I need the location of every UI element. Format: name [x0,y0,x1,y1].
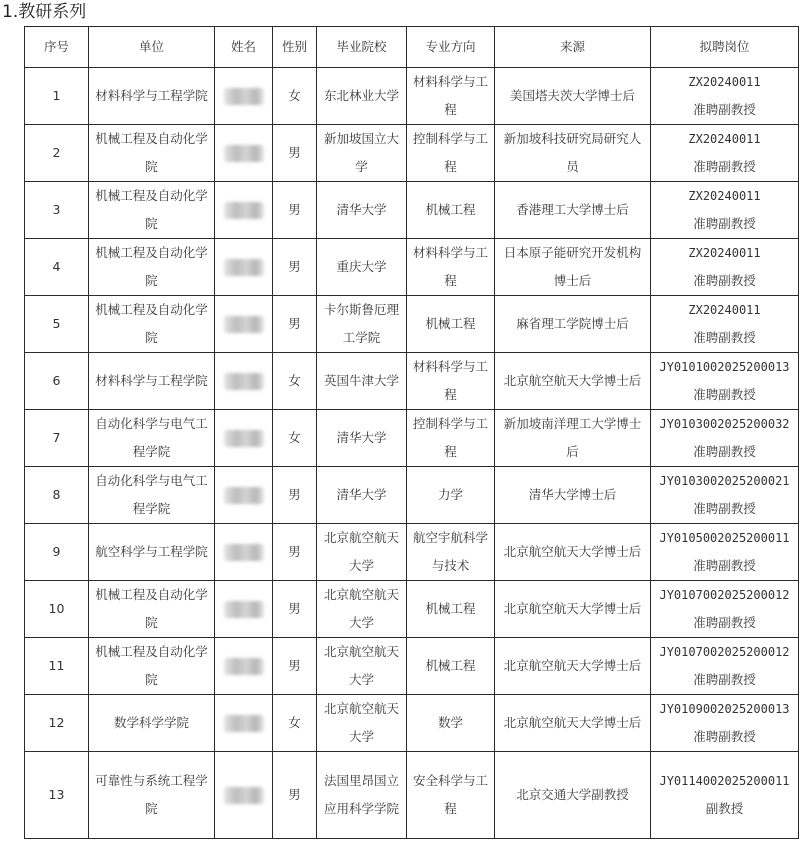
unit-cell: 机械工程及自动化学院 [89,239,215,296]
post-cell [651,752,799,839]
name-cell [215,296,273,353]
row-number: 3 [25,182,89,239]
name-cell [215,68,273,125]
major-cell: 数学 [407,695,495,752]
recruitment-table [24,26,799,839]
redacted-name [224,259,264,276]
gender-cell: 女 [273,68,317,125]
redacted-name [224,487,264,504]
name-cell [215,752,273,839]
name-cell [215,239,273,296]
post-code: JY0114002025200011 [659,774,790,788]
source-cell: 新加坡科技研究局研究人员 [495,125,651,182]
post-cell [651,125,799,182]
table-row [25,752,799,839]
post-cell [651,296,799,353]
table-row [25,524,799,581]
gender-cell: 男 [273,638,317,695]
row-number: 9 [25,524,89,581]
name-cell [215,695,273,752]
source-cell: 麻省理工学院博士后 [495,296,651,353]
gender-cell: 男 [273,524,317,581]
gender-cell: 女 [273,410,317,467]
major-cell: 机械工程 [407,638,495,695]
school-cell: 北京航空航天大学 [317,581,407,638]
major-cell: 机械工程 [407,296,495,353]
school-cell: 重庆大学 [317,239,407,296]
table-row [25,239,799,296]
row-number: 2 [25,125,89,182]
post-code: JY0109002025200013 [659,702,790,716]
post-title: 准聘副教授 [693,102,756,117]
major-cell: 材料科学与工程 [407,68,495,125]
name-cell [215,410,273,467]
name-cell [215,581,273,638]
header-major: 专业方向 [407,27,495,68]
redacted-name [224,787,264,804]
post-cell [651,239,799,296]
major-cell: 材料科学与工程 [407,353,495,410]
row-number: 1 [25,68,89,125]
school-cell: 英国牛津大学 [317,353,407,410]
header-source: 来源 [495,27,651,68]
unit-cell: 机械工程及自动化学院 [89,125,215,182]
school-cell: 新加坡国立大学 [317,125,407,182]
row-number: 4 [25,239,89,296]
unit-cell: 自动化科学与电气工程学院 [89,467,215,524]
gender-cell: 男 [273,581,317,638]
source-cell: 香港理工大学博士后 [495,182,651,239]
post-cell [651,524,799,581]
redacted-name [224,544,264,561]
post-cell [651,410,799,467]
unit-cell: 自动化科学与电气工程学院 [89,410,215,467]
post-code: ZX20240011 [688,189,761,203]
post-title: 准聘副教授 [693,330,756,345]
name-cell [215,125,273,182]
source-cell: 北京交通大学副教授 [495,752,651,839]
post-code: ZX20240011 [688,132,761,146]
gender-cell: 女 [273,695,317,752]
post-title: 准聘副教授 [693,672,756,687]
school-cell: 北京航空航天大学 [317,638,407,695]
table-row [25,638,799,695]
gender-cell: 男 [273,125,317,182]
table-row [25,353,799,410]
post-code: JY0105002025200011 [659,531,790,545]
school-cell: 北京航空航天大学 [317,524,407,581]
post-cell [651,581,799,638]
source-cell: 北京航空航天大学博士后 [495,353,651,410]
source-cell: 清华大学博士后 [495,467,651,524]
redacted-name [224,601,264,618]
major-cell: 控制科学与工程 [407,410,495,467]
post-title: 准聘副教授 [693,729,756,744]
unit-cell: 机械工程及自动化学院 [89,182,215,239]
school-cell: 北京航空航天大学 [317,695,407,752]
gender-cell: 男 [273,296,317,353]
gender-cell: 男 [273,467,317,524]
redacted-name [224,715,264,732]
source-cell: 北京航空航天大学博士后 [495,581,651,638]
table-row [25,581,799,638]
post-title: 准聘副教授 [693,501,756,516]
header-unit: 单位 [89,27,215,68]
post-title: 准聘副教授 [693,444,756,459]
source-cell: 新加坡南洋理工大学博士后 [495,410,651,467]
table-row [25,125,799,182]
row-number: 11 [25,638,89,695]
post-title: 准聘副教授 [693,387,756,402]
post-code: ZX20240011 [688,246,761,260]
section-title: 1.教研系列 [2,2,87,22]
major-cell: 机械工程 [407,581,495,638]
major-cell: 航空宇航科学与技术 [407,524,495,581]
row-number: 13 [25,752,89,839]
row-number: 12 [25,695,89,752]
name-cell [215,182,273,239]
major-cell: 力学 [407,467,495,524]
redacted-name [224,658,264,675]
row-number: 8 [25,467,89,524]
table-row [25,467,799,524]
source-cell: 日本原子能研究开发机构博士后 [495,239,651,296]
table-row [25,182,799,239]
gender-cell: 男 [273,752,317,839]
post-code: JY0101002025200013 [659,360,790,374]
source-cell: 美国塔夫茨大学博士后 [495,68,651,125]
post-cell [651,467,799,524]
post-title: 副教授 [705,801,744,816]
redacted-name [224,430,264,447]
post-code: JY0107002025200012 [659,588,790,602]
school-cell: 法国里昂国立应用科学学院 [317,752,407,839]
post-title: 准聘副教授 [693,273,756,288]
school-cell: 东北林业大学 [317,68,407,125]
row-number: 10 [25,581,89,638]
redacted-name [224,202,264,219]
post-title: 准聘副教授 [693,159,756,174]
name-cell [215,353,273,410]
post-title: 准聘副教授 [693,615,756,630]
row-number: 7 [25,410,89,467]
redacted-name [224,373,264,390]
table-row [25,410,799,467]
school-cell: 清华大学 [317,182,407,239]
post-code: ZX20240011 [688,75,761,89]
major-cell: 控制科学与工程 [407,125,495,182]
post-cell [651,695,799,752]
table-row [25,296,799,353]
source-cell: 北京航空航天大学博士后 [495,524,651,581]
redacted-name [224,145,264,162]
post-code: JY0103002025200021 [659,474,790,488]
major-cell: 材料科学与工程 [407,239,495,296]
header-post: 拟聘岗位 [651,27,799,68]
gender-cell: 女 [273,353,317,410]
table-row [25,695,799,752]
post-cell [651,68,799,125]
name-cell [215,467,273,524]
post-cell [651,182,799,239]
unit-cell: 机械工程及自动化学院 [89,638,215,695]
source-cell: 北京航空航天大学博士后 [495,638,651,695]
source-cell: 北京航空航天大学博士后 [495,695,651,752]
school-cell: 清华大学 [317,467,407,524]
post-code: JY0103002025200032 [659,417,790,431]
header-no: 序号 [25,27,89,68]
school-cell: 清华大学 [317,410,407,467]
table-header-row [25,27,799,68]
post-cell [651,638,799,695]
table-row [25,68,799,125]
gender-cell: 男 [273,239,317,296]
unit-cell: 可靠性与系统工程学院 [89,752,215,839]
unit-cell: 机械工程及自动化学院 [89,296,215,353]
post-code: JY0107002025200012 [659,645,790,659]
major-cell: 机械工程 [407,182,495,239]
header-school: 毕业院校 [317,27,407,68]
redacted-name [224,88,264,105]
header-name: 姓名 [215,27,273,68]
unit-cell: 材料科学与工程学院 [89,68,215,125]
school-cell: 卡尔斯鲁厄理工学院 [317,296,407,353]
unit-cell: 材料科学与工程学院 [89,353,215,410]
unit-cell: 航空科学与工程学院 [89,524,215,581]
unit-cell: 机械工程及自动化学院 [89,581,215,638]
gender-cell: 男 [273,182,317,239]
row-number: 5 [25,296,89,353]
name-cell [215,524,273,581]
row-number: 6 [25,353,89,410]
unit-cell: 数学科学学院 [89,695,215,752]
post-code: ZX20240011 [688,303,761,317]
post-title: 准聘副教授 [693,558,756,573]
name-cell [215,638,273,695]
header-gender: 性别 [273,27,317,68]
redacted-name [224,316,264,333]
major-cell: 安全科学与工程 [407,752,495,839]
post-title: 准聘副教授 [693,216,756,231]
post-cell [651,353,799,410]
